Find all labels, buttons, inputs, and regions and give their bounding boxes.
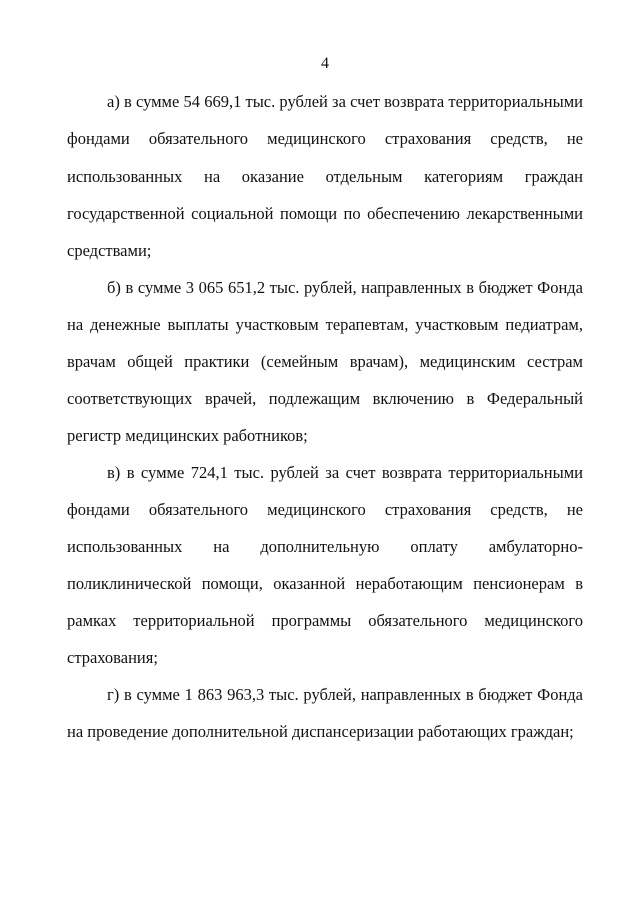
paragraph-c-line-3: использованных на дополнительную оплату амбулаторно- [67, 537, 583, 556]
paragraph-d-line-2: на проведение дополнительной диспансеризации работающих граждан; [67, 722, 574, 741]
paragraph-c-line-2: фондами обязательного медицинского страхования средств, не [67, 500, 583, 519]
paragraph-c-line-1: в) в сумме 724,1 тыс. рублей за счет возврата территориальными [107, 463, 583, 482]
paragraph-b-line-2: на денежные выплаты участковым терапевтам, участковым педиатрам, [67, 315, 583, 334]
paragraph-c-line-4: поликлинической помощи, оказанной неработающим пенсионерам в [67, 574, 583, 593]
paragraph-a-line-3: использованных на оказание отдельным категориям граждан [67, 167, 583, 186]
paragraph-b-line-4: соответствующих врачей, подлежащим включению в Федеральный [67, 389, 583, 408]
paragraph-a-line-4: государственной социальной помощи по обеспечению лекарственными [67, 204, 583, 223]
paragraph-a-line-1: а) в сумме 54 669,1 тыс. рублей за счет возврата территориальными [107, 92, 583, 111]
paragraph-c-line-6: страхования; [67, 648, 158, 667]
paragraph-d-line-1: г) в сумме 1 863 963,3 тыс. рублей, направленных в бюджет Фонда [107, 685, 583, 704]
paragraph-a-line-5: средствами; [67, 241, 152, 260]
paragraph-b-line-5: регистр медицинских работников; [67, 426, 308, 445]
paragraph-b-line-1: б) в сумме 3 065 651,2 тыс. рублей, направленных в бюджет Фонда [107, 278, 583, 297]
paragraph-a-line-2: фондами обязательного медицинского страхования средств, не [67, 129, 583, 148]
paragraph-b-line-3: врачам общей практики (семейным врачам), медицинским сестрам [67, 352, 583, 371]
page-number: 4 [321, 55, 329, 72]
paragraph-c-line-5: рамках территориальной программы обязательного медицинского [67, 611, 583, 630]
